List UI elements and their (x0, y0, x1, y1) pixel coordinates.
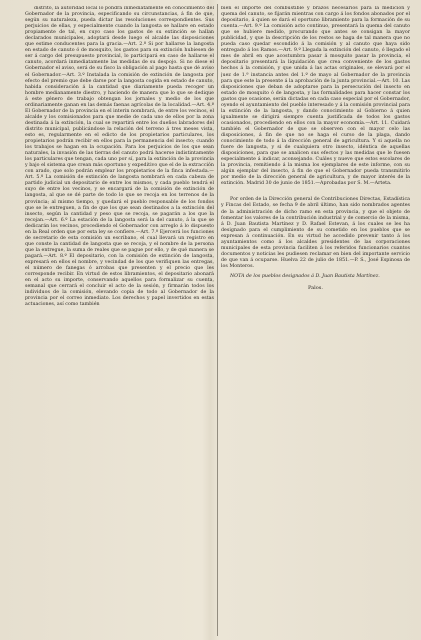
column-divider (217, 4, 218, 636)
right-paragraph-1: bien el importe del combustible y brazos necesarios para la medición y quema del canuto, se fijarán mientras con cargo á los fondos abonados por el depositario, á quien se dará el oportuno libramiento para la formación de su cuenta.—Art. 9.º La comisión acto continuo, presentará la quema del canuto que se hubiere medido, procurando que antes se consigan la mayor publicidad, y que la descripción de los restos se haga de tal manera que no pueda caso quedar escondido á la comisión y al canuto que haya sido entregado á los Ramos.—Art. 9.º Llegada la extinción del canuto, ó llegado el mes de abril en que acostumbra pasar á mosquito pasar la provincia, el depositario presentará la liquidación que crea conveniente de los gastos hechos á la comisión, y que unida á las actas originales, se elevará por el juez de 1.ª instancia antes del 1.º de mayo al Gobernador de la provincia para que este la presente á la aprobación de la junta provincial.—Art. 10. Las disposiciones que deban de adoptarse para la persecución del insecto en estado de mosquito ó de langosta, y las formalidades para hacer constar los gastos que ocasione, serán dictadas en cada caso especial por el Gobernador, oyendo el ayuntamiento del pueblo interesado y á la comisión provincial para la extinción de la langosta, y dando conocimiento al Gobierno á quien igualmente se dirigirá siempre cuenta justificada de todos los gastos ocasionados, procediendo en ellos con la mayor economía.—Art. 11. Cuidará también el Gobernador de que se observen con el mayor celo las disposiciones, á fin de que no se haga el curso de la plaga, dando conocimiento de todo á la dirección general de agricultura. Y si aquella no fuere de langosta, y si de cualquiera otro insecto, idéntica de aquellas disposiciones, para que se analicen sus efectos y las medidas que le fuesen especialmente á indicar, aconsejando. Cuáles y nueve que estos escolares de la provincia, remitiendo á la misma los ejemplares de este informe, con su algún ejemplar del insecto, á fin de que el Gobernador pueda transmitirlo por medio de la dirección general de agricultura, y de mayor interés de la extinción. Madrid 30 de junio de 1851.—Aprobadas por S. M.—Arteta. (221, 6, 410, 187)
paragraph-gap (221, 187, 410, 197)
right-paragraph-2: Por orden de la Dirección general de Contribuciones Directas, Estadística y Fincas del Estado, se fecha 9 de abril último, han sido nombrados agentes de la administración de dicho ramo en esta provincia, y que el objeto de fomentar los valores de la contribución industrial y de comercio de la misma, á D. Juan Bautista Martínez y D. Rafael Estevan, á los cuales se les ha designado para el cumplimiento de su cometido en los pueblos que se expresan á continuación. En su virtud he accedido prevenir tanto á los ayuntamientos como á los alcaldes presidentes de las corporaciones municipales de esta provincia faciliten á los referidos funcionarios cuantos documentos y noticias les pudiesen reclamar en bien del importante servicio de que van á ocuparse. Huelva 22 de julio de 1851.—P. S., José Espinosa de los Monteros. (221, 197, 410, 269)
right-column (221, 6, 410, 636)
left-paragraph-1: distrito, la autoridad local lo pondrá inmediatamente en conocimiento del Gobernador de la provincia, especificando su circunstancias, á fin de que, según su naturaleza, pueda dictar las resoluciones correspondientes. Sus perjuicios de ellas, y especialmente cuando la langosta se hallare en estado propiamente de tal, en cuyo caso los gastos de su extinción se hallan declarados municipales, adoptará desde luego el alcalde las disposiciones que estime conducentes para la gracia.—Art. 2.º Si por hallarse la langosta en estado de canuto ó de mosquito, los gastos para su extinción hubiesen de ser á cargo del presupuesto provincial, lo participará en caso de hallarse el canuto, acordará inmediatamente las medidas de su despojo. Si no diese el Gobernador el aviso, será de su fisco la obligación al pago hasta que dé aviso el Gobernador.—Art. 3.º Instalada la comisión de extinción de langosta por efecto del premio que debe darse por la langosta cogida en estado de canuto, habida consideración á la cantidad que diariamente pueda recoger un hombre medianamente diestro, y haciendo de manera que lo que se dedique á este género de trabajo obtengan los jornales y medio de los que ordinariamente ganan en las demás faenas agrícolas de la localidad.—Art. 4.º El Gobernador de la provincia en el interin nombrará, de entre los vecinos, el alcalde y los comisionados para que medie de cada uno de ellos por la zona destinada á la extinción, la cual se repartirá entre los dueños labradores del distrito municipal, publicándose la relación del terreno á tres meses vista, esto es, regularmente en el edicto de los propietarios particulares, los propietarios podrán recibir en ellos para la permanencia del insecto; cuando los trabajos se hagan en la ocupación. Para los perjuicios de los que sean naturales, la invasión de las tierras del canuto podrá hacerse indistintamente los particulares que tengan, cada uno por sí, para la extinción de la provincia y bajo el sistema que crean más oportuno y expeditivo que el de la extracción con arado, que solo podrán emplear los propietarios de la finca infestada.—Art. 5.º La comisión de extinción de langosta nombrará en cada cabeza de partido judicial un depositario de entre los mismos, y cada pueblo tendrá el suyo de entre los vecinos, y se encargará de la comisión de extinción de langosta, al que se dé parte de todo lo que se recoja en los terrenos de la provincia; al mismo tiempo, y quedará el pueblo responsable de los fondos que se le entreguen, a fin de que los que sean destinados a la extinción del insecto, según la cantidad y peso que se recoja, se pagarán a los que la recojan.—Art. 6.º La estación de la langosta será la del canuto, á la que se dedicarán los vecinos, procediendo el Gobernador con arreglo á lo dispuesto en la Real orden que por esta ley se confiere.—Art. 7.º Ejercerá los funciones de secretario de esta comisión un escribano, el cual llevará un registro en que conste la cantidad de langosta que se recoja, y el nombre de la persona que la entregue, la suma de reales que se pague por ello, y de qué manera se pagará.—Art. 8.º El depositario, con la comisión de extinción de langosta, expresará en ellos el nombre, y vecindad de los que verifiquen las entregas, el número de fanegas ó arrobas que presenten y el precio que les corresponde recibir. En virtud de estos libramientos, el depositario abonará en el acto su importe, conservando aquellos para formalizar su cuenta, semanal que cerrará el concluir el acto de la sesión, y firmarán todos los individuos de la comisión, elevando copia de todo al Gobernador de la provincia por el correo inmediato. Los derechos y papel invertidos en estas actuaciones, así como también (25, 6, 214, 308)
left-column (25, 6, 214, 636)
nota-heading: NOTA de los pueblos designados á D. Juan Bautista Martínez. (230, 273, 380, 279)
town-name: Palos. (307, 285, 323, 292)
